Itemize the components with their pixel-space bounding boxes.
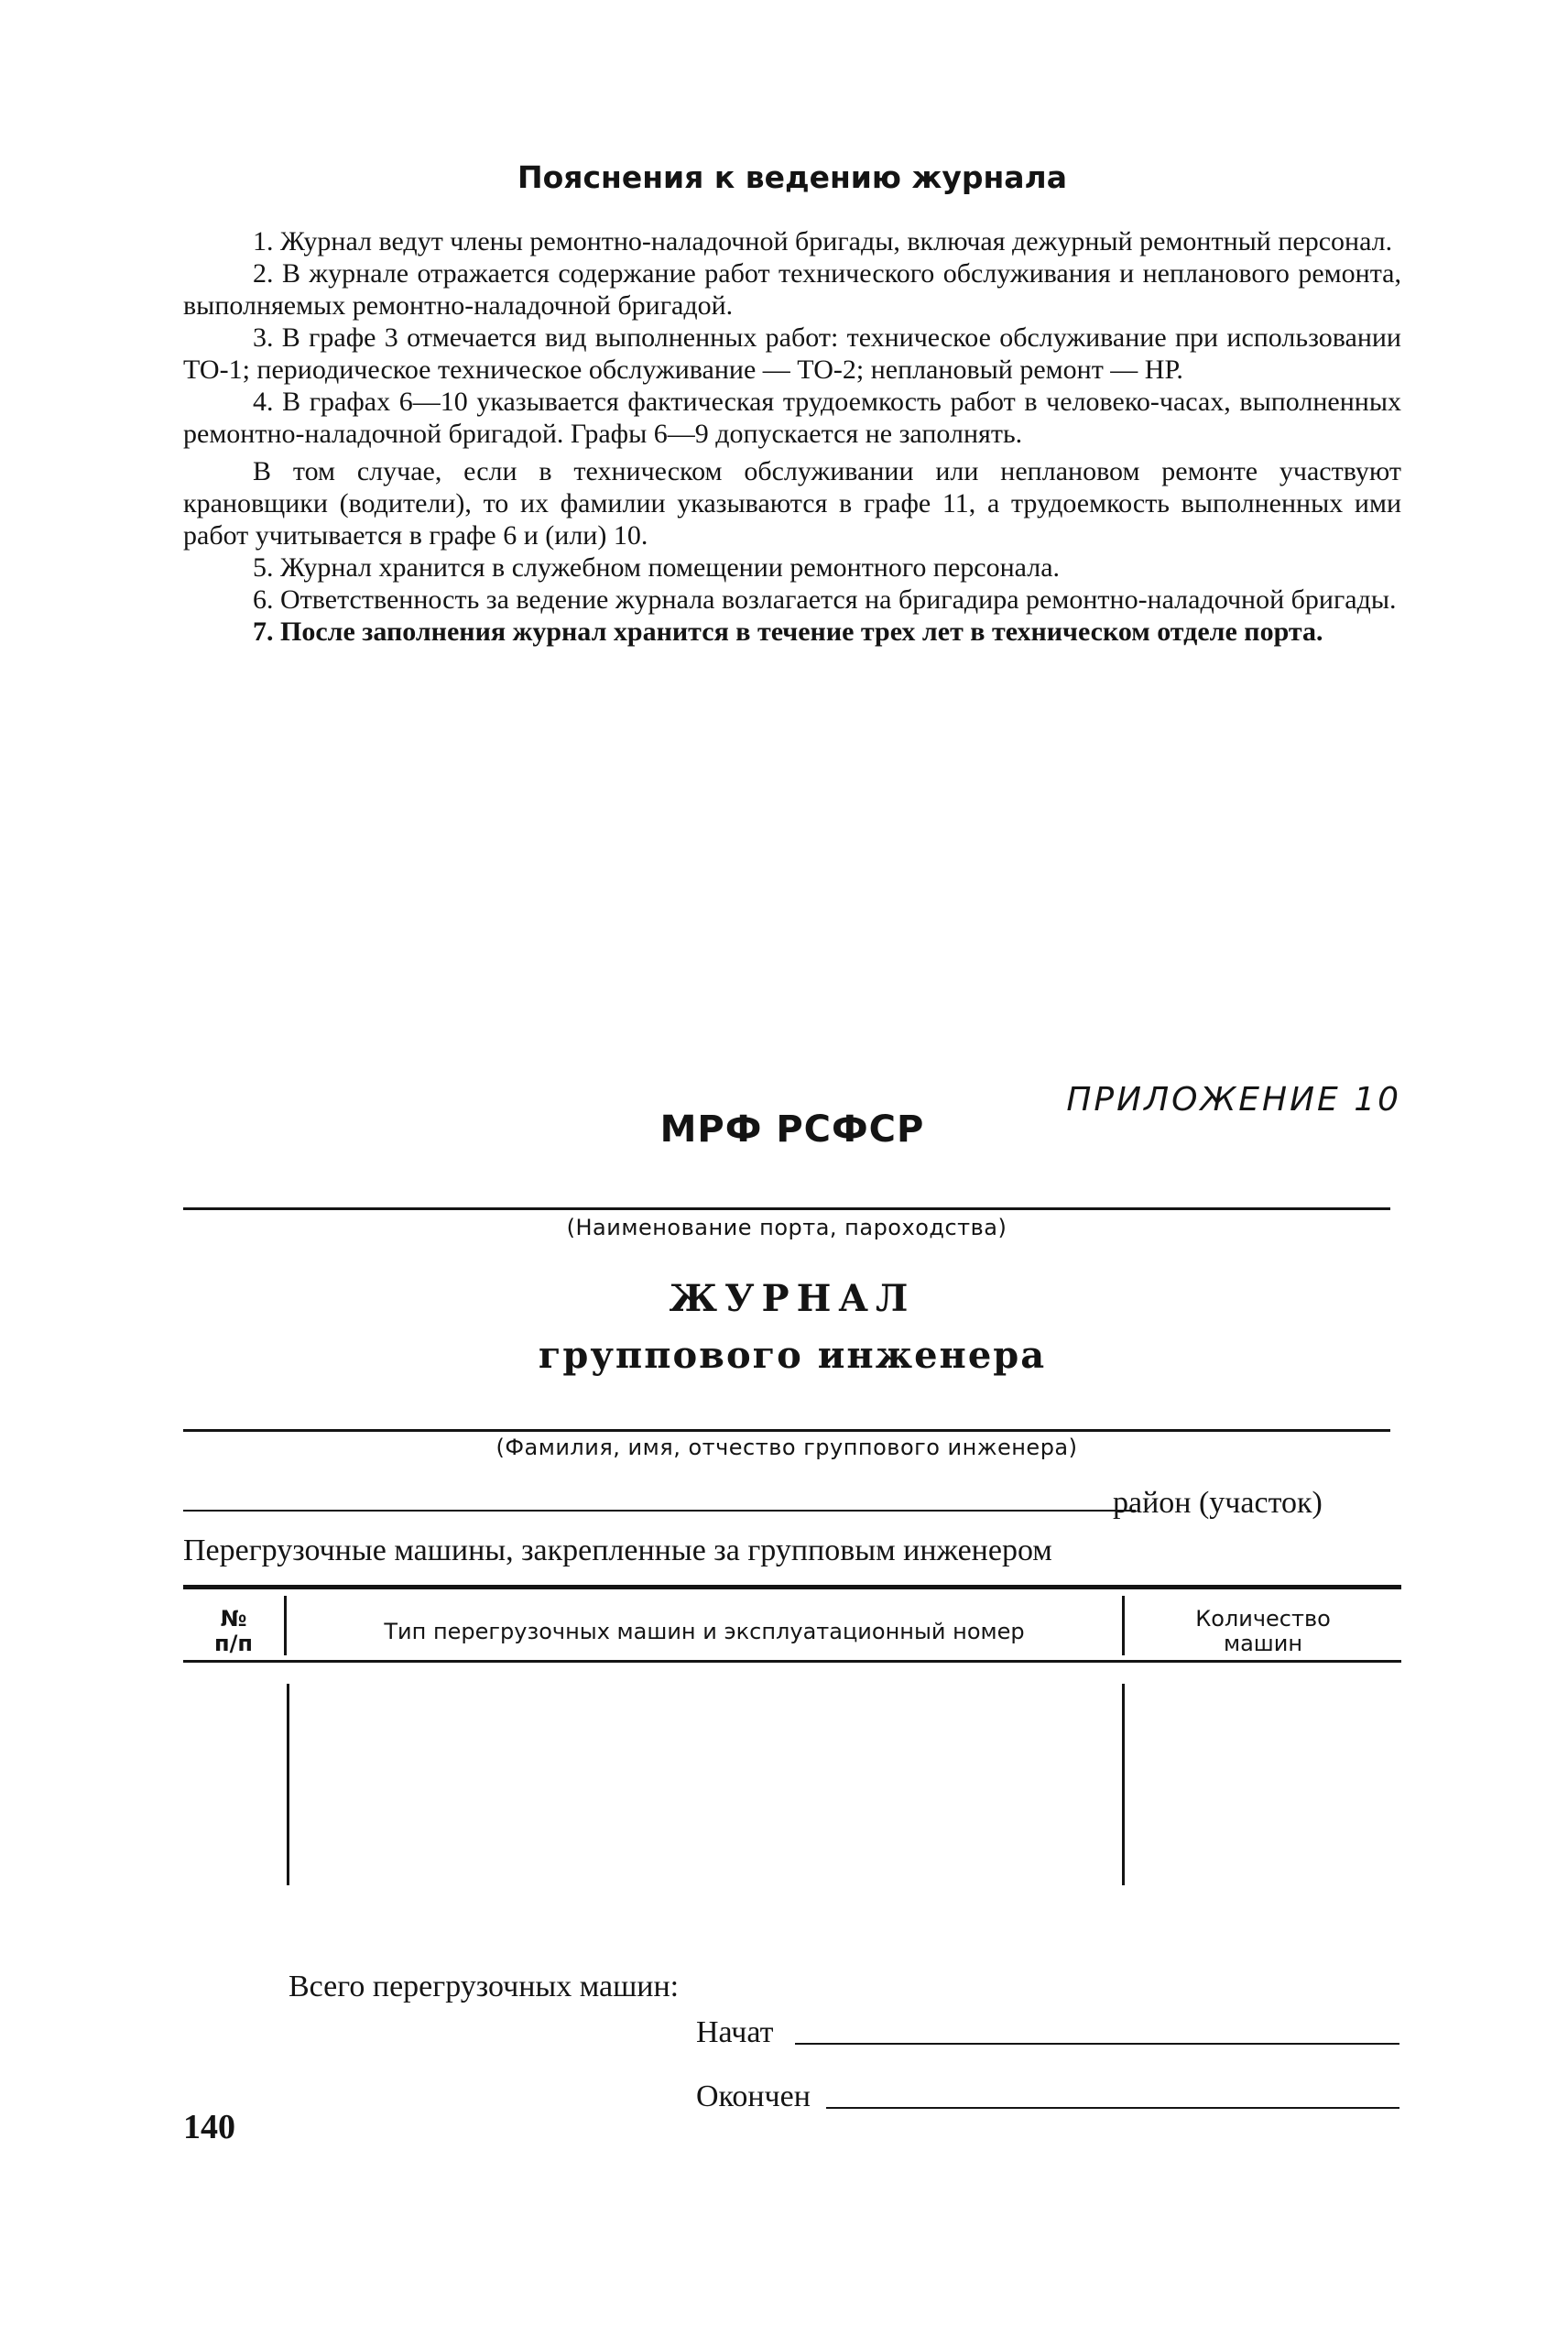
note-paragraph: 1. Журнал ведут члены ремонтно-наладочной бригады, включая дежурный ремонтный персонал.	[253, 226, 1393, 257]
table-column-divider	[287, 1684, 289, 1885]
started-label: Начат	[696, 2015, 774, 2049]
machines-heading: Перегрузочные машины, закрепленные за групповым инженером	[183, 1534, 1052, 1567]
note-paragraph: 3. В графе 3 отмечается вид выполненных работ: техническое обслуживание при использовании ТО-1; периодическое техническое обслуживание — ТО-2; неплановый ремонт — НР.	[183, 322, 1401, 385]
note-paragraph: 2. В журнале отражается содержание работ технического обслуживания и непланового ремонта, выполняемых ремонтно-наладочной бригадой.	[183, 258, 1401, 321]
page-number: 140	[183, 2108, 235, 2146]
engineer-caption: (Фамилия, имя, отчество группового инженера)	[495, 1435, 1078, 1460]
engineer-name-line	[183, 1429, 1390, 1432]
machines-table	[183, 1585, 1401, 1901]
note-paragraph: 5. Журнал хранится в служебном помещении ремонтного персонала.	[253, 552, 1061, 583]
appendix-label: ПРИЛОЖЕНИЕ 10	[1066, 1081, 1401, 1119]
finished-line	[826, 2107, 1399, 2109]
journal-title: ЖУРНАЛ	[669, 1277, 916, 1320]
finished-label: Окончен	[696, 2079, 811, 2113]
column-header-number: № п/п	[214, 1606, 253, 1656]
table-header-border	[183, 1660, 1401, 1663]
note-paragraph: 6. Ответственность за ведение журнала возлагается на бригадира ремонтно-наладочной бригады.	[253, 584, 1397, 615]
district-line	[183, 1510, 1136, 1512]
port-name-line	[183, 1207, 1390, 1210]
started-line	[795, 2043, 1399, 2045]
note-paragraph: 4. В графах 6—10 указывается фактическая трудоемкость работ в человеко-часах, выполненных ремонтно-наладочной бригадой. Графы 6—9 допускается не заполнять.	[183, 387, 1401, 449]
note-paragraph: 7. После заполнения журнал хранится в течение трех лет в техническом отделе порта.	[253, 617, 1323, 647]
organization-name: МРФ РСФСР	[659, 1108, 925, 1151]
note-paragraph: В том случае, если в техническом обслуживании или неплановом ремонте участвуют крановщики (водители), то их фамилии указываются в графе 11, а трудоемкость выполненных ими работ учитывается в графе 6 и (или) 10.	[183, 456, 1401, 551]
table-column-divider	[1122, 1684, 1125, 1885]
table-top-border	[183, 1585, 1401, 1589]
journal-subtitle: группового инженера	[538, 1334, 1047, 1377]
notes-list	[183, 225, 1401, 648]
column-header-quantity: Количество машин	[1195, 1606, 1331, 1656]
column-header-type: Тип перегрузочных машин и эксплуатационный номер	[384, 1619, 1025, 1644]
notes-title: Пояснения к ведению журнала	[517, 159, 1067, 195]
port-caption: (Наименование порта, пароходства)	[566, 1215, 1007, 1240]
district-label: район (участок)	[1113, 1486, 1323, 1520]
total-machines-label: Всего перегрузочных машин:	[289, 1970, 680, 2003]
